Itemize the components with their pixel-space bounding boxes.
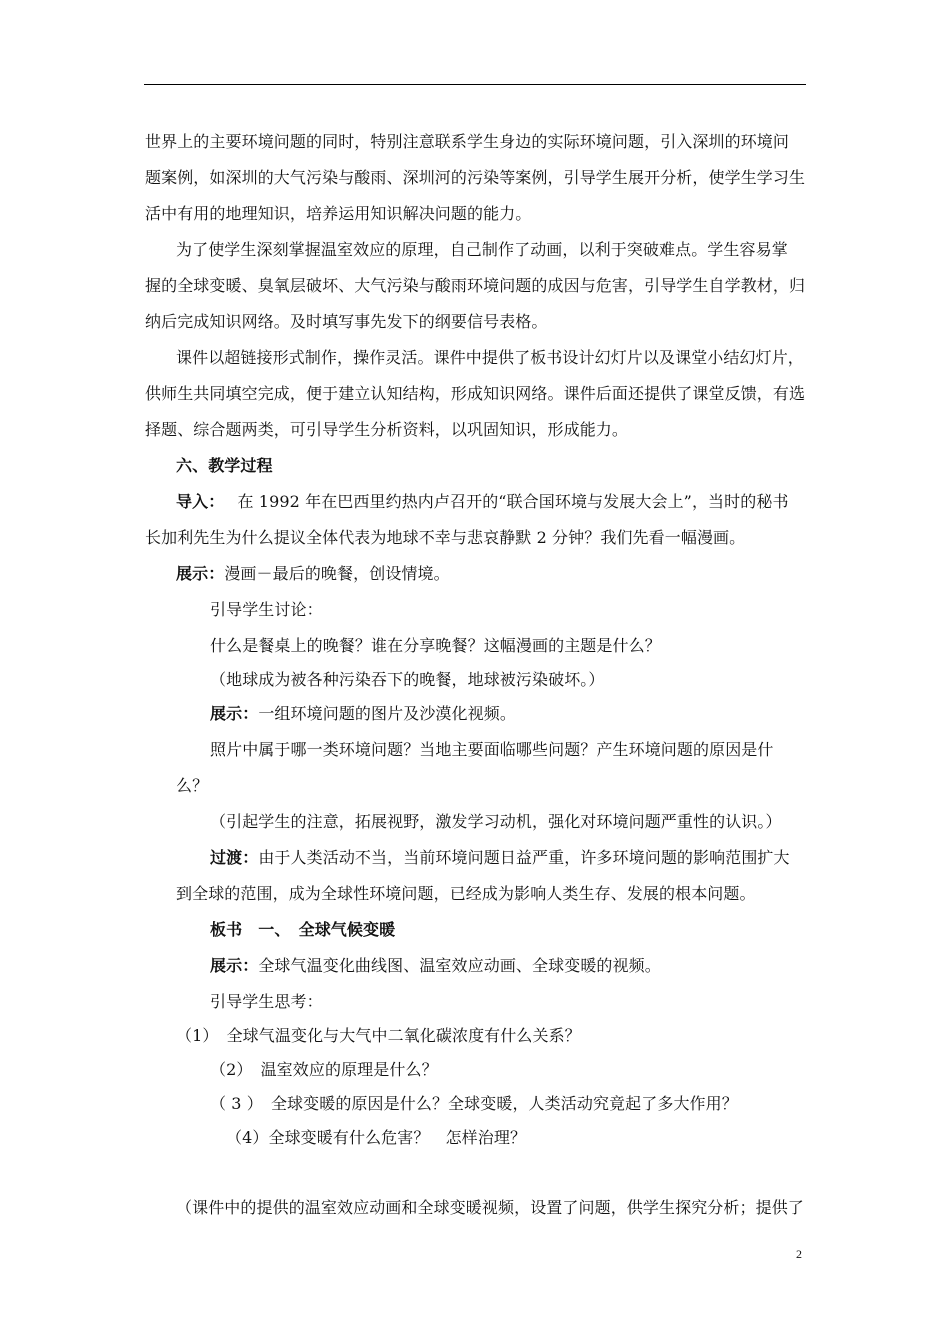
photo-question-cont: 么？	[176, 776, 209, 795]
paragraph-line: 题案例，如深圳的大气污染与酸雨、深圳河的污染等案例，引导学生展开分析，使学生学习生	[145, 168, 806, 187]
discuss-label: 引导学生讨论：	[210, 600, 323, 619]
show-line-3	[210, 956, 661, 976]
show-line	[176, 564, 450, 584]
photo-question: 照片中属于哪一类环境问题？当地主要面临哪些问题？产生环境问题的原因是什	[210, 740, 774, 759]
show-text: 全球气温变化曲线图、温室效应动画、全球变暖的视频。	[258, 956, 661, 975]
board-heading: 板书 一、 全球气候变暖	[210, 920, 396, 939]
intro-label: 导入：	[176, 492, 225, 511]
paragraph-line: 世界上的主要环境问题的同时，特别注意联系学生身边的实际环境问题，引入深圳的环境问	[145, 132, 790, 151]
intro-line	[176, 492, 789, 512]
transition-label: 过渡：	[210, 848, 259, 867]
paragraph-line: 供师生共同填空完成，便于建立认知结构，形成知识网络。课件后面还提供了课堂反馈，有选	[145, 384, 806, 403]
header-rule	[144, 84, 806, 85]
transition-text: 由于人类活动不当，当前环境问题日益严重，许多环境问题的影响范围扩大	[258, 848, 790, 867]
question-4: （4）全球变暖有什么危害？ 怎样治理？	[226, 1128, 527, 1147]
show-line-2	[210, 704, 516, 724]
question-3: （ 3 ） 全球变暖的原因是什么？全球变暖，人类活动究竟起了多大作用？	[210, 1094, 738, 1113]
final-paragraph-line: （课件中的提供的温室效应动画和全球变暖视频，设置了问题，供学生探究分析；提供了	[176, 1198, 804, 1217]
show-text: 一组环境问题的图片及沙漠化视频。	[258, 704, 516, 723]
transition-line	[210, 848, 790, 868]
photo-note: （引起学生的注意，拓展视野，激发学习动机，强化对环境问题严重性的认识。）	[210, 812, 782, 831]
page-number: 2	[796, 1247, 802, 1261]
transition-line-2: 到全球的范围，成为全球性环境问题，已经成为影响人类生存、发展的根本问题。	[176, 884, 756, 903]
show-label: 展示：	[210, 704, 259, 723]
paragraph-line: 择题、综合题两类，可引导学生分析资料，以巩固知识，形成能力。	[145, 420, 629, 439]
paragraph-line: 课件以超链接形式制作，操作灵活。课件中提供了板书设计幻灯片以及课堂小结幻灯片，	[176, 348, 804, 367]
discuss-question: 什么是餐桌上的晚餐？谁在分享晚餐？这幅漫画的主题是什么？	[210, 636, 661, 655]
intro-line-2: 长加利先生为什么提议全体代表为地球不幸与悲哀静默 2 分钟？我们先看一幅漫画。	[145, 528, 746, 547]
question-2: （2） 温室效应的原理是什么？	[210, 1060, 438, 1079]
show-label: 展示：	[210, 956, 259, 975]
think-label: 引导学生思考：	[210, 992, 323, 1011]
section-heading: 六、教学过程	[176, 456, 273, 475]
discuss-answer: （地球成为被各种污染吞下的晚餐，地球被污染破坏。）	[210, 670, 605, 689]
question-1: （1） 全球气温变化与大气中二氧化碳浓度有什么关系？	[176, 1026, 581, 1045]
show-text: 漫画－最后的晚餐，创设情境。	[224, 564, 450, 583]
paragraph-line: 握的全球变暖、臭氧层破坏、大气污染与酸雨环境问题的成因与危害，引导学生自学教材，归	[145, 276, 806, 295]
paragraph-line: 活中有用的地理知识，培养运用知识解决问题的能力。	[145, 204, 532, 223]
paragraph-line: 纳后完成知识网络。及时填写事先发下的纲要信号表格。	[145, 312, 548, 331]
show-label: 展示：	[176, 564, 225, 583]
intro-text: 在 1992 年在巴西里约热内卢召开的“联合国环境与发展大会上”，当时的秘书	[237, 492, 789, 511]
paragraph-line: 为了使学生深刻掌握温室效应的原理，自己制作了动画，以利于突破难点。学生容易掌	[176, 240, 788, 259]
